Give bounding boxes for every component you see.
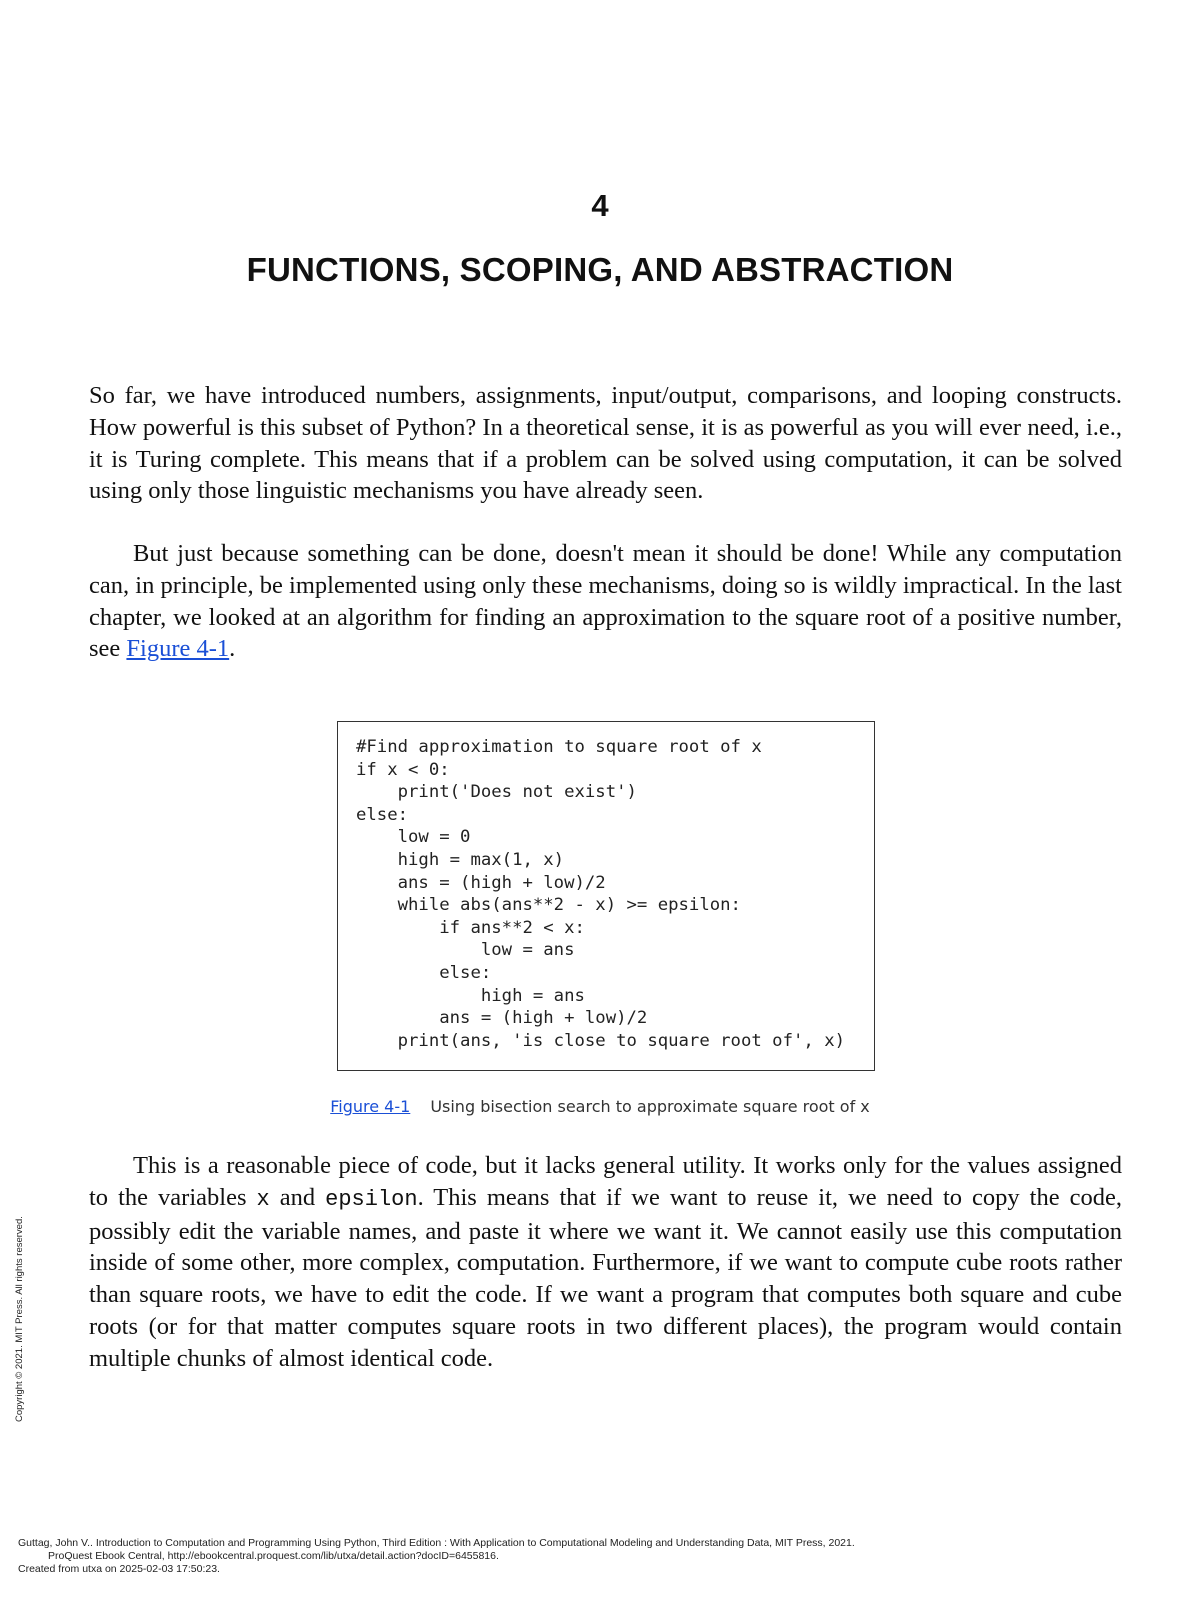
code-figure	[337, 721, 875, 1071]
figure-4-1-link[interactable]: Figure 4-1	[126, 635, 230, 663]
figure-caption-text: Using bisection search to approximate square root of x	[430, 1097, 870, 1116]
footer-created: Created from utxa on 2025-02-03 17:50:23.	[18, 1563, 220, 1575]
chapter-title: FUNCTIONS, SCOPING, AND ABSTRACTION	[246, 251, 954, 288]
body-paragraph-1	[89, 380, 1122, 507]
paragraph-text: But just because something can be done, doesn't mean it should be done! While any computation can, in principle, be implemented using only these mechanisms, doing so is wildly impractical. In the last chapter, we looked at an algorithm for finding an approximation to the square root of a positive number, see	[89, 540, 1122, 663]
paragraph-text: and	[269, 1183, 326, 1211]
figure-caption	[0, 1094, 1200, 1120]
code-listing: #Find approximation to square root of x if x < 0: print('Does not exist') else: low = 0 high = max(1, x) ans = (high + low)/2 while abs(ans**2 - x) >= epsilon: if ans**2 < x: low = ans else: high = ans ans = (high + low)/2 print(ans, 'is close to square root of', x)	[356, 737, 845, 1051]
footer-citation: Guttag, John V.. Introduction to Computation and Programming Using Python, Third Edition : With Application to Computational Modeling and Understanding Data, MIT Press, 2021.	[18, 1537, 855, 1549]
inline-code-epsilon: epsilon	[325, 1186, 418, 1212]
paragraph-text: . This means that if we want to reuse it, we need to copy the code, possibly edit the variable names, and paste it where we want it. We cannot easily use this computation inside of some other, more complex, computation. Furthermore, if we want to compute cube roots rather than square roots, we have to edit the code. If we want a program that computes both square and cube roots (or for that matter computes square roots in two different places), the program would contain multiple chunks of almost identical code.	[89, 1183, 1123, 1372]
footer-source-url[interactable]: ProQuest Ebook Central, http://ebookcentral.proquest.com/lib/utxa/detail.action?docID=6455816.	[48, 1550, 499, 1562]
citation-footer	[18, 1537, 1188, 1576]
paragraph-text: This is a reasonable piece of code, but it lacks general utility. It works only for the values assigned to the variables	[89, 1152, 1122, 1211]
inline-code-x: x	[256, 1186, 270, 1212]
paragraph-text-end: .	[229, 635, 236, 663]
body-paragraph-3	[89, 1150, 1122, 1375]
side-copyright-notice: Copyright © 2021. MIT Press. All rights reserved.	[14, 1216, 25, 1422]
chapter-number: 4	[591, 188, 609, 223]
body-paragraph-2	[89, 538, 1122, 665]
paragraph-text: So far, we have introduced numbers, assignments, input/output, comparisons, and looping constructs. How powerful is this subset of Python? In a theoretical sense, it is as powerful as you will ever need, i.e., it is Turing complete. This means that if a problem can be solved using computation, it can be solved using only those linguistic mechanisms you have already seen.	[89, 382, 1122, 505]
figure-caption-link[interactable]: Figure 4-1	[330, 1097, 411, 1116]
